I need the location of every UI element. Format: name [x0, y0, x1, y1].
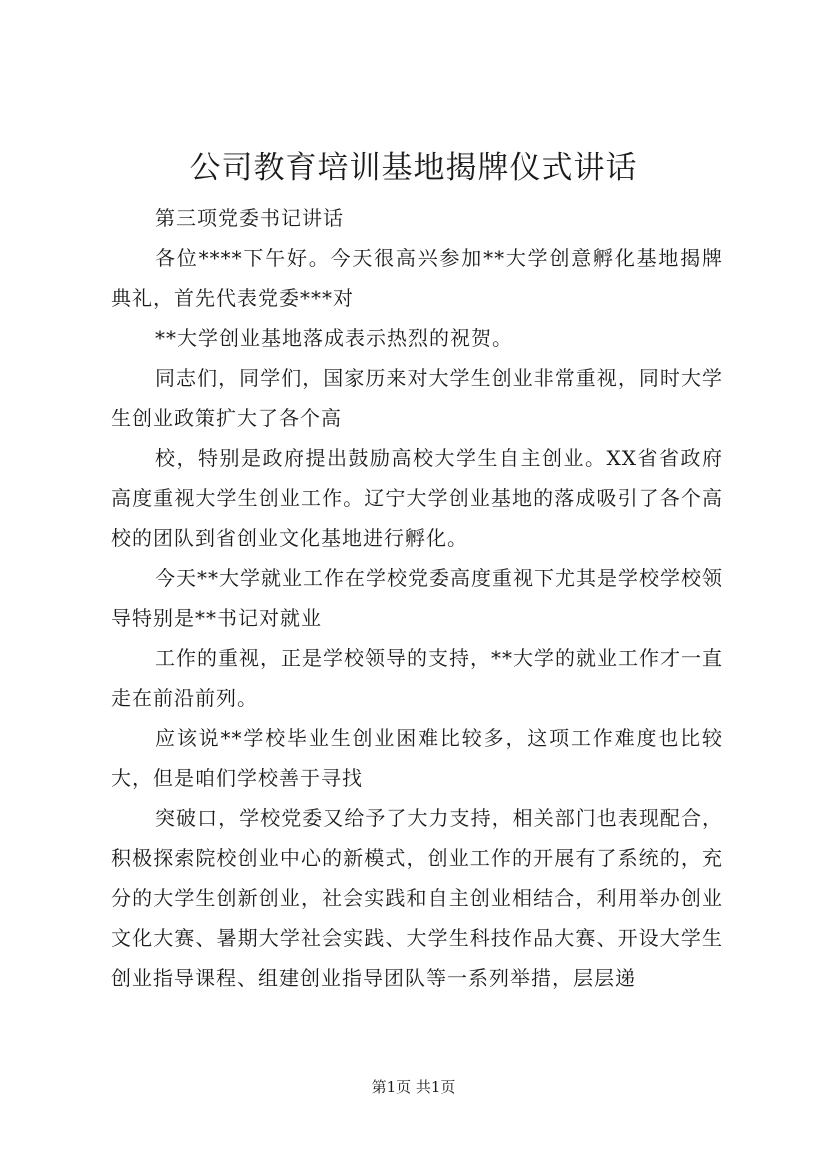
document-title: 公司教育培训基地揭牌仪式讲话	[189, 150, 638, 186]
paragraph: 各位****下午好。今天很高兴参加**大学创意孵化基地揭牌典礼，首先代表党委***对	[111, 246, 723, 310]
paragraph: 应该说**学校毕业生创业困难比较多，这项工作难度也比较大，但是咱们学校善于寻找	[111, 726, 723, 790]
paragraph: 工作的重视，正是学校领导的支持，**大学的就业工作才一直走在前沿前列。	[111, 646, 723, 710]
document-body	[111, 198, 723, 998]
paragraph: 突破口，学校党委又给予了大力支持，相关部门也表现配合，积极探索院校创业中心的新模式，创业工作的开展有了系统的，充分的大学生创新创业，社会实践和自主创业相结合，利用举办创业文化大赛、暑期大学社会实践、大学生科技作品大赛、开设大学生创业指导课程、组建创业指导团队等一系列举措，层层递	[111, 806, 723, 990]
paragraph: 今天**大学就业工作在学校党委高度重视下尤其是学校学校领导特别是**书记对就业	[111, 566, 723, 630]
paragraph: 校，特别是政府提出鼓励高校大学生自主创业。XX省省政府高度重视大学生创业工作。辽宁大学创业基地的落成吸引了各个高校的团队到省创业文化基地进行孵化。	[111, 446, 723, 550]
page-footer: 第1页 共1页	[371, 1078, 456, 1096]
paragraph: 第三项党委书记讲话	[155, 206, 344, 230]
paragraph: 同志们，同学们，国家历来对大学生创业非常重视，同时大学生创业政策扩大了各个高	[111, 366, 723, 430]
paragraph: **大学创业基地落成表示热烈的祝贺。	[155, 326, 513, 350]
